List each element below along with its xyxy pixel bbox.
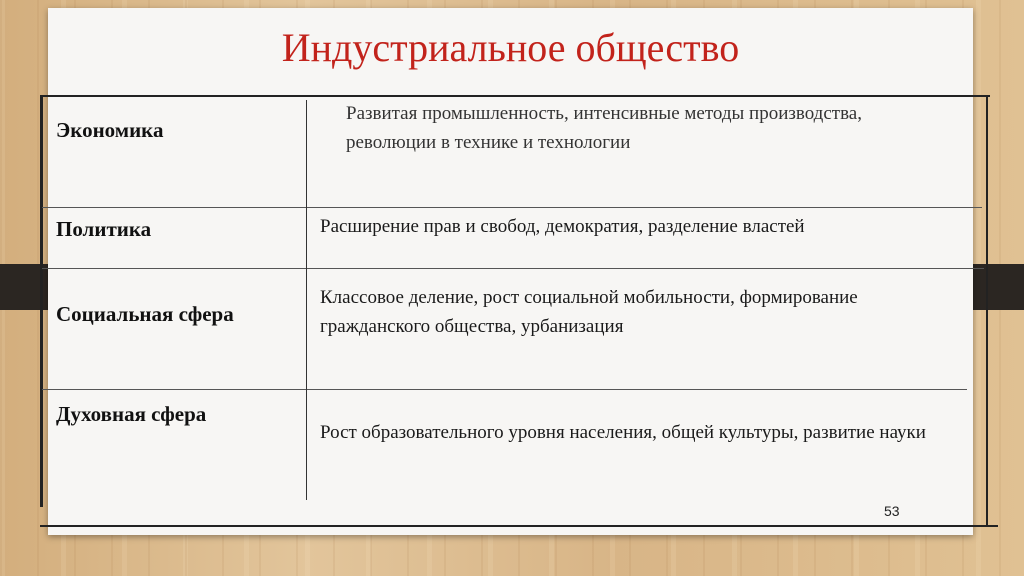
table-border-top — [40, 95, 990, 97]
row-description: Развитая промышленность, интенсивные методы производства, революции в технике и технологии — [346, 103, 862, 153]
table-border-right — [986, 95, 988, 527]
column-divider — [306, 100, 307, 500]
row-divider — [42, 207, 982, 208]
row-divider — [42, 268, 984, 269]
row-divider — [42, 389, 967, 390]
table-border-bottom — [40, 525, 998, 527]
table-border-left — [40, 95, 43, 507]
row-description: Расширение прав и свобод, демократия, разделение властей — [320, 216, 805, 237]
row-label: Духовная сфера — [56, 402, 207, 426]
row-label: Политика — [56, 217, 152, 241]
row-label: Экономика — [56, 118, 164, 142]
row-description: Рост образовательного уровня населения, общей культуры, развитие науки — [320, 422, 926, 443]
slide-paper — [48, 8, 973, 535]
row-description: Классовое деление, рост социальной мобильности, формирование гражданского общества, урбанизация — [320, 287, 858, 337]
row-label: Социальная сфера — [56, 302, 234, 326]
slide-title: Индустриальное общество — [281, 25, 740, 70]
page-number: 53 — [884, 503, 900, 519]
